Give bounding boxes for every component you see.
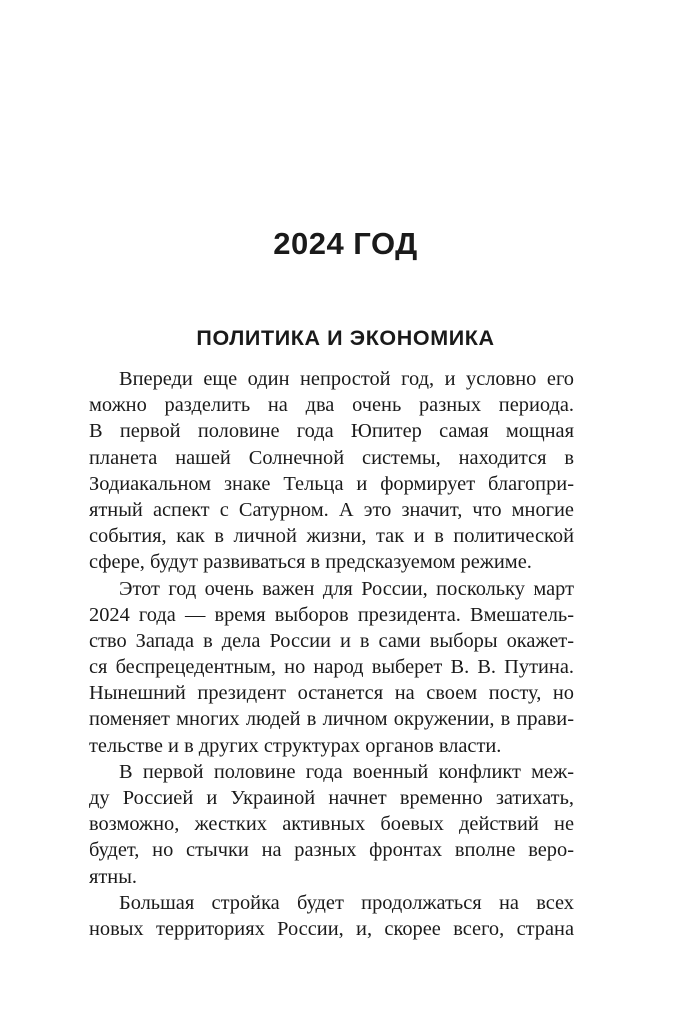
text-line: Большая стройка будет продолжаться на всех bbox=[119, 891, 574, 914]
text-line: возможно, жестких активных боевых действий не bbox=[89, 813, 574, 836]
chapter-title: 2024 ГОД bbox=[273, 226, 418, 261]
text-line: Этот год очень важен для России, поскольку март bbox=[119, 577, 574, 600]
text-line: Зодиакальном знаке Тельца и формирует благопри- bbox=[89, 472, 574, 495]
text-line: Нынешний президент останется на своем посту, но bbox=[89, 682, 574, 705]
text-line: новых территориях России, и, скорее всего, страна bbox=[89, 917, 574, 940]
text-line: тельстве и в других структурах органов власти. bbox=[89, 734, 502, 757]
body-text bbox=[89, 366, 574, 942]
text-line: ся беспрецедентным, но народ выберет В. В. Путина. bbox=[89, 656, 574, 679]
text-line: ство Запада в дела России и в сами выборы окажет- bbox=[89, 629, 574, 652]
text-line: будет, но стычки на разных фронтах вполне веро- bbox=[89, 839, 574, 862]
text-line: Впереди еще один непростой год, и условно его bbox=[119, 368, 574, 390]
text-line: В первой половине года военный конфликт меж- bbox=[119, 760, 574, 783]
text-line: планета нашей Солнечной системы, находится в bbox=[89, 446, 574, 469]
text-line: можно разделить на два очень разных периода. bbox=[89, 394, 574, 417]
text-line: события, как в личной жизни, так и в политической bbox=[89, 525, 574, 548]
text-line: ятный аспект с Сатурном. А это значит, что многие bbox=[89, 498, 574, 521]
text-line: В первой половине года Юпитер самая мощная bbox=[89, 420, 574, 443]
text-line: ятны. bbox=[89, 865, 137, 888]
text-line: ду Россией и Украиной начнет временно затихать, bbox=[89, 787, 574, 809]
text-line: поменяет многих людей в личном окружении, в прави- bbox=[89, 708, 574, 731]
text-line: сфере, будут развиваться в предсказуемом режиме. bbox=[89, 551, 532, 574]
text-line: 2024 года — время выборов президента. Вмешатель- bbox=[89, 603, 574, 626]
section-title: ПОЛИТИКА И ЭКОНОМИКА bbox=[196, 326, 495, 350]
